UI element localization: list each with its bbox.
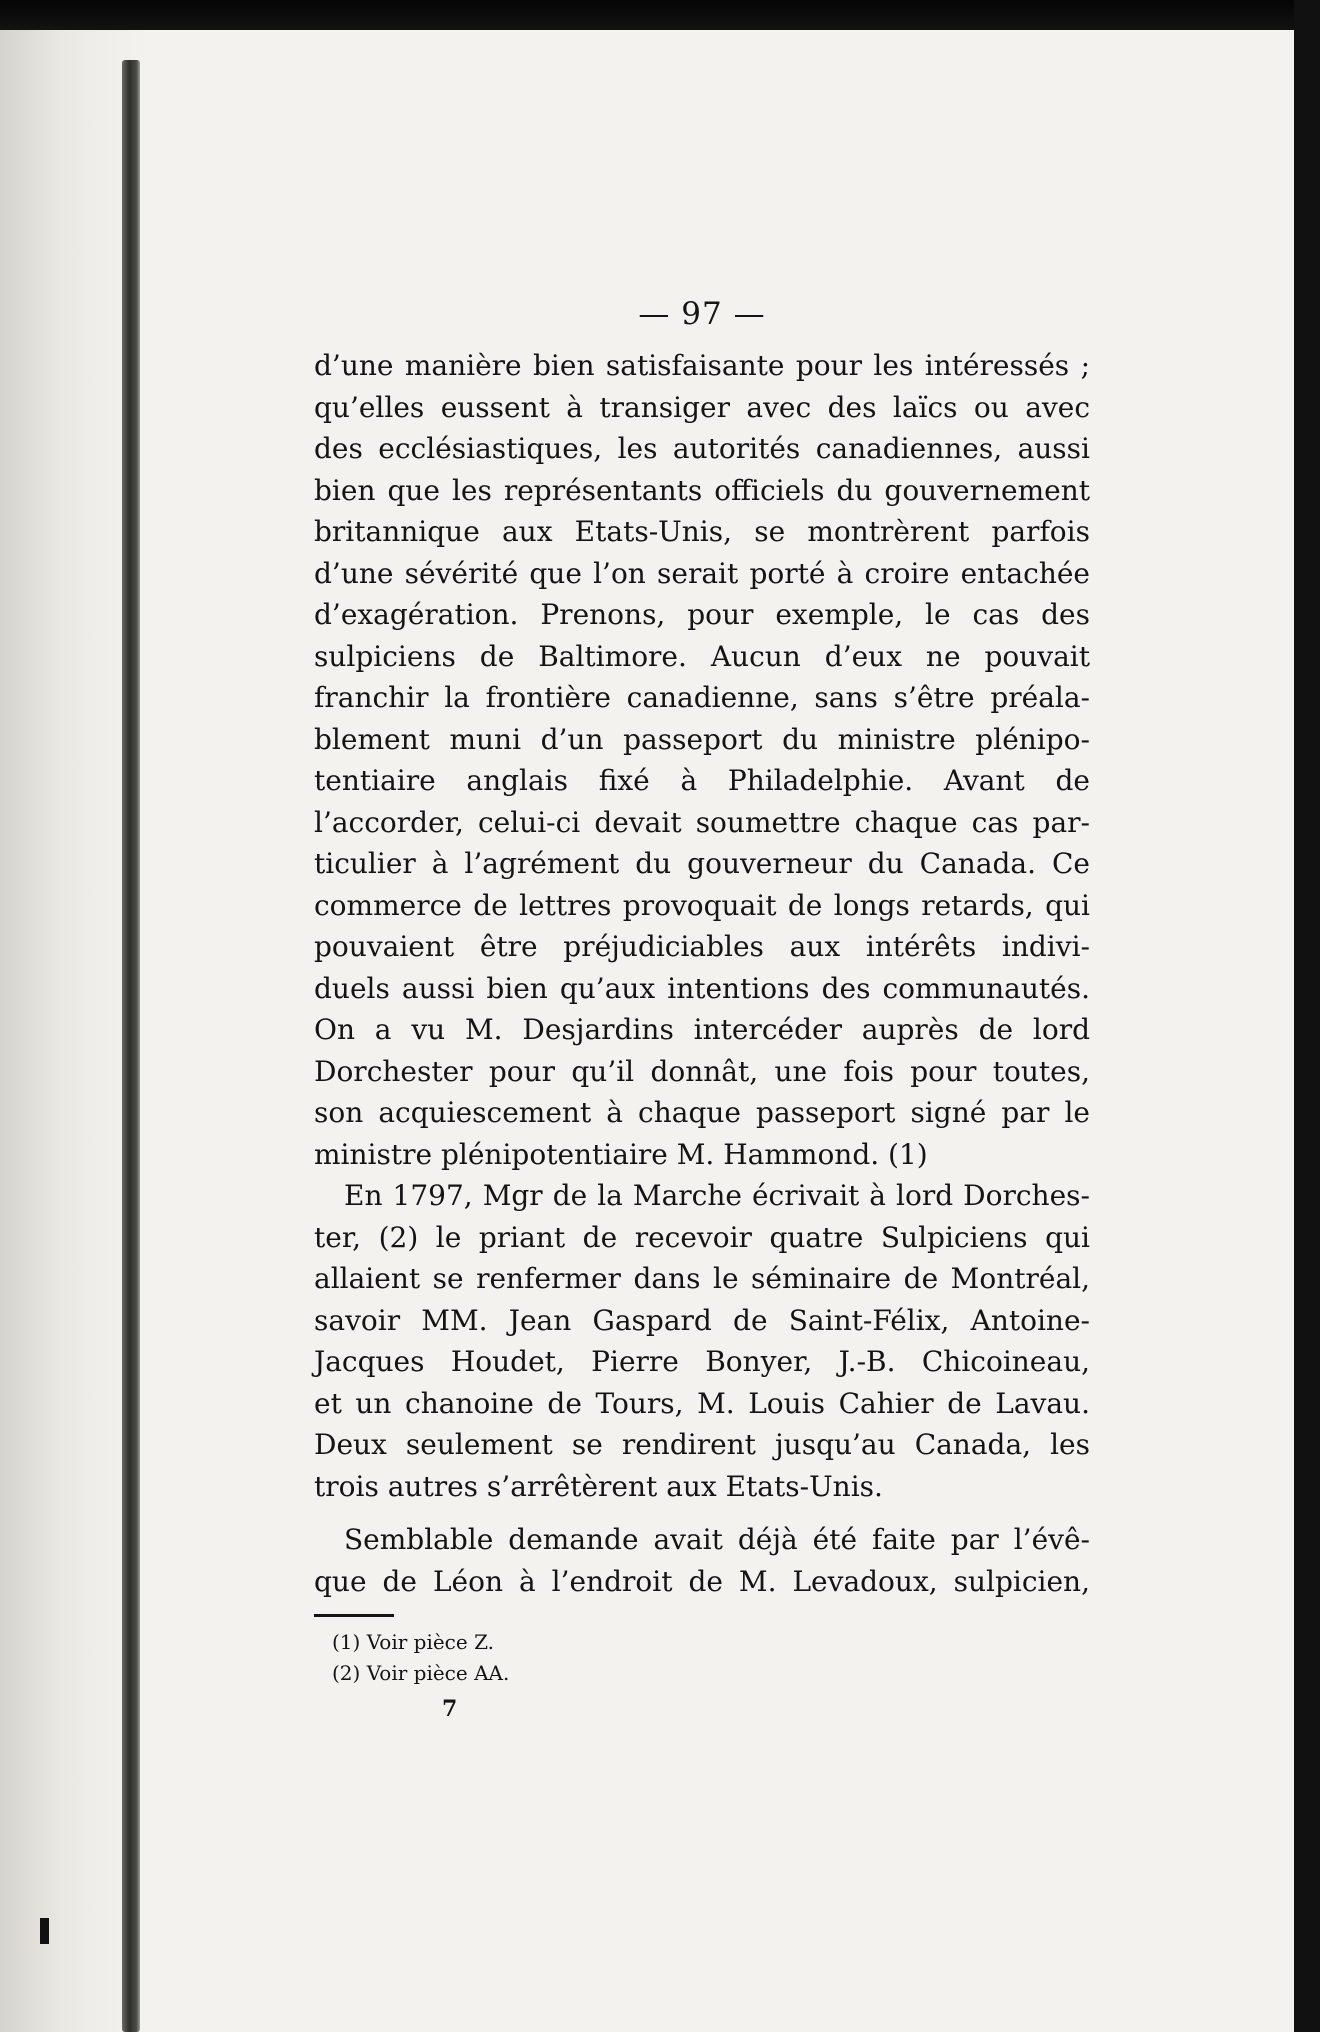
margin-mark [40, 1918, 49, 1944]
text-line: franchir la frontière canadienne, sans s’être préala- [314, 681, 1090, 714]
paragraph-1 [314, 345, 1090, 1175]
paragraph-3 [314, 1519, 1090, 1602]
text-line: commerce de lettres provoquait de longs retards, qui [314, 888, 1090, 922]
text-line: d’exagération. Prenons, pour exemple, le cas des [314, 598, 1090, 631]
text-line: bien que les représentants officiels du gouvernement [314, 473, 1090, 507]
gutter-line [122, 60, 140, 2032]
scan-right-edge [1294, 0, 1320, 2032]
text-line: allaient se renfermer dans le séminaire de Montréal, [314, 1262, 1090, 1295]
text-line: Deux seulement se rendirent jusqu’au Canada, les [314, 1428, 1090, 1461]
text-line: l’accorder, celui-ci devait soumettre chaque cas par- [314, 805, 1090, 839]
text-line: blement muni d’un passeport du ministre plénipo- [314, 722, 1090, 756]
footnote-2: (2) Voir pièce AA. [332, 1661, 510, 1685]
text-line: trois autres s’arrêtèrent aux Etats-Unis. [314, 1469, 883, 1503]
text-block [314, 283, 1090, 1729]
text-line: sulpiciens de Baltimore. Aucun d’eux ne pouvait [314, 639, 1090, 673]
text-line: d’une sévérité que l’on serait porté à croire entachée [314, 556, 1090, 590]
text-line: pouvaient être préjudiciables aux intérêts indivi- [314, 930, 1090, 963]
text-line: Dorchester pour qu’il donnât, une fois pour toutes, [314, 1054, 1090, 1088]
text-line: d’une manière bien satisfaisante pour les intéressés ; [314, 349, 1090, 382]
text-line: son acquiescement à chaque passeport signé par le [314, 1096, 1090, 1129]
text-line: duels aussi bien qu’aux intentions des communautés. [314, 971, 1090, 1005]
signature-mark: 7 [442, 1696, 458, 1722]
page-number: — 97 — [638, 296, 766, 332]
text-line: et un chanoine de Tours, M. Louis Cahier de Lavau. [314, 1386, 1090, 1420]
text-line: Semblable demande avait déjà été faite par l’évê- [344, 1523, 1090, 1556]
footnote-1: (1) Voir pièce Z. [332, 1630, 494, 1654]
text-line: que de Léon à l’endroit de M. Levadoux, sulpicien, [314, 1564, 1090, 1598]
text-line: En 1797, Mgr de la Marche écrivait à lord Dorches- [344, 1179, 1090, 1212]
text-line: qu’elles eussent à transiger avec des laïcs ou avec [314, 390, 1090, 424]
text-line: ticulier à l’agrément du gouverneur du Canada. Ce [314, 847, 1090, 880]
text-line: tentiaire anglais fixé à Philadelphie. Avant de [314, 764, 1090, 797]
text-line: ministre plénipotentiaire M. Hammond. (1) [314, 1137, 928, 1171]
footnote-rule [314, 1614, 394, 1617]
text-line: ter, (2) le priant de recevoir quatre Sulpiciens qui [314, 1220, 1090, 1254]
text-line: Jacques Houdet, Pierre Bonyer, J.-B. Chicoineau, [314, 1345, 1090, 1378]
text-line: des ecclésiastiques, les autorités canadiennes, aussi [314, 432, 1090, 465]
text-line: britannique aux Etats-Unis, se montrèrent parfois [314, 515, 1090, 548]
paragraph-2 [314, 1175, 1090, 1507]
text-line: savoir MM. Jean Gaspard de Saint-Félix, Antoine- [314, 1303, 1090, 1337]
text-line: On a vu M. Desjardins intercéder auprès de lord [314, 1013, 1090, 1046]
